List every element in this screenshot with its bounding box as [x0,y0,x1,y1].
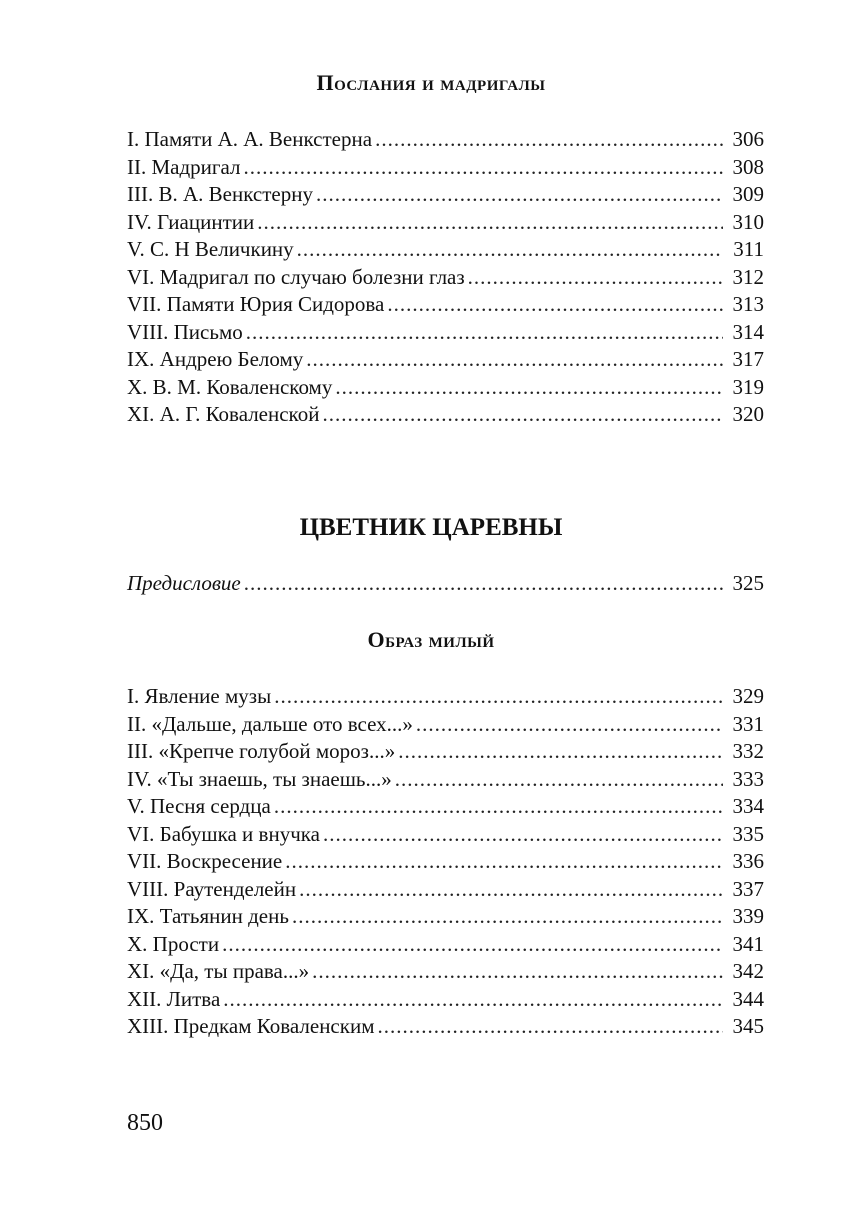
dot-leader [416,711,723,739]
toc-entry-title: IX. Андрею Белому [127,347,304,371]
dot-leader [299,876,723,904]
dot-leader [375,126,723,154]
toc-entry-title: X. Прости [127,931,220,956]
toc-entry-page: 337 [732,876,764,901]
toc-entry-title: VI. Бабушка и внучка [127,821,320,846]
dot-leader [246,319,723,347]
toc-entry-title: II. Мадригал [127,154,241,179]
dot-leader [257,209,723,237]
dot-leader [322,401,723,429]
dot-leader [285,848,723,876]
toc-entry[interactable] [127,401,764,429]
dot-leader [316,181,723,209]
page-number: 850 [127,1110,163,1136]
dot-leader [222,931,723,959]
toc-entry[interactable] [127,319,764,347]
toc-entry-title: III. В. А. Венкстерну [127,182,313,206]
toc-entry-title: X. В. М. Коваленскому [127,374,333,399]
toc-entry-page: 325 [732,571,764,595]
toc-entry[interactable] [127,793,764,821]
toc-entry[interactable] [127,154,764,182]
toc-entry[interactable] [127,683,764,711]
toc-entry-title: VII. Воскресение [127,849,283,873]
toc-entry-page: 341 [732,931,764,956]
dot-leader [297,236,723,264]
toc-entry[interactable] [127,346,764,374]
toc-entry-page: 317 [732,347,764,371]
toc-entry-page: 345 [732,1014,764,1038]
toc-entry-page: 308 [732,154,764,179]
toc-list-preface [127,570,764,598]
dot-leader [395,766,723,794]
toc-entry-page: 333 [732,766,764,791]
toc-entry-title: XI. «Да, ты права...» [127,959,310,983]
toc-entry-page: 306 [732,127,764,151]
toc-entry[interactable] [127,931,764,959]
toc-entry-page: 334 [732,794,764,818]
toc-entry[interactable] [127,738,764,766]
toc-entry[interactable] [127,1013,764,1041]
toc-entry[interactable] [127,876,764,904]
toc-entry-page: 331 [732,711,764,736]
toc-entry-page: 320 [732,402,764,426]
toc-entry-title: VI. Мадригал по случаю болезни глаз [127,264,465,289]
toc-entry-page: 309 [732,182,764,206]
dot-leader [323,821,723,849]
toc-entry-page: 314 [732,319,764,344]
toc-entry-page: 339 [732,904,764,928]
toc-entry-page: 313 [732,292,764,316]
toc-entry[interactable] [127,291,764,319]
toc-entry-page: 311 [733,237,764,261]
toc-entry-page: 335 [732,821,764,846]
toc-entry-title: XII. Литва [127,986,221,1011]
section-heading-obraz: Образ милый [367,627,495,652]
section-heading-poslaniya: Послания и мадригалы [316,70,546,95]
toc-entry-title: IV. «Ты знаешь, ты знаешь...» [127,766,392,791]
toc-entry-title: I. Памяти А. А. Венкстерна [127,127,373,151]
toc-entry[interactable] [127,374,764,402]
toc-entry-title: XI. А. Г. Коваленской [127,402,320,426]
toc-entry[interactable] [127,181,764,209]
dot-leader [377,1013,723,1041]
toc-entry[interactable] [127,766,764,794]
dot-leader [468,264,723,292]
toc-entry-page: 312 [732,264,764,289]
toc-entry-title: VIII. Раутенделейн [127,876,297,901]
dot-leader [244,570,723,598]
toc-entry[interactable] [127,848,764,876]
toc-entry-title: V. С. Н Величкину [127,237,294,261]
toc-entry-title: II. «Дальше, дальше ото всех...» [127,711,413,736]
toc-entry-title: Предисловие [127,571,241,595]
toc-entry-title: V. Песня сердца [127,794,271,818]
toc-entry-page: 342 [732,959,764,983]
dot-leader [292,903,723,931]
toc-entry-page: 336 [732,849,764,873]
dot-leader [398,738,723,766]
toc-entry[interactable] [127,711,764,739]
toc-entry-page: 319 [732,374,764,399]
toc-entry-preface[interactable] [127,570,764,598]
toc-entry[interactable] [127,126,764,154]
dot-leader [335,374,723,402]
dot-leader [306,346,723,374]
toc-entry-page: 310 [732,209,764,234]
toc-entry-title: III. «Крепче голубой мороз...» [127,739,396,763]
toc-entry[interactable] [127,821,764,849]
dot-leader [274,793,723,821]
toc-entry[interactable] [127,958,764,986]
toc-entry-page: 329 [732,684,764,708]
toc-entry-page: 344 [732,986,764,1011]
toc-entry[interactable] [127,264,764,292]
toc-entry-title: VIII. Письмо [127,319,243,344]
dot-leader [274,683,723,711]
toc-entry-title: VII. Памяти Юрия Сидорова [127,292,385,316]
dot-leader [244,154,723,182]
dot-leader [387,291,723,319]
toc-list-poslaniya [127,126,764,429]
dot-leader [223,986,723,1014]
dot-leader [312,958,723,986]
toc-list-obraz [127,683,764,1041]
section-heading-tsvetnik: ЦВЕТНИК ЦАРЕВНЫ [299,514,563,541]
toc-entry[interactable] [127,236,764,264]
toc-entry-page: 332 [732,739,764,763]
toc-entry[interactable] [127,209,764,237]
toc-entry[interactable] [127,903,764,931]
toc-entry-title: I. Явление музы [127,684,272,708]
toc-entry-title: XIII. Предкам Коваленским [127,1014,375,1038]
toc-entry[interactable] [127,986,764,1014]
toc-entry-title: IV. Гиацинтии [127,209,255,234]
toc-entry-title: IX. Татьянин день [127,904,289,928]
